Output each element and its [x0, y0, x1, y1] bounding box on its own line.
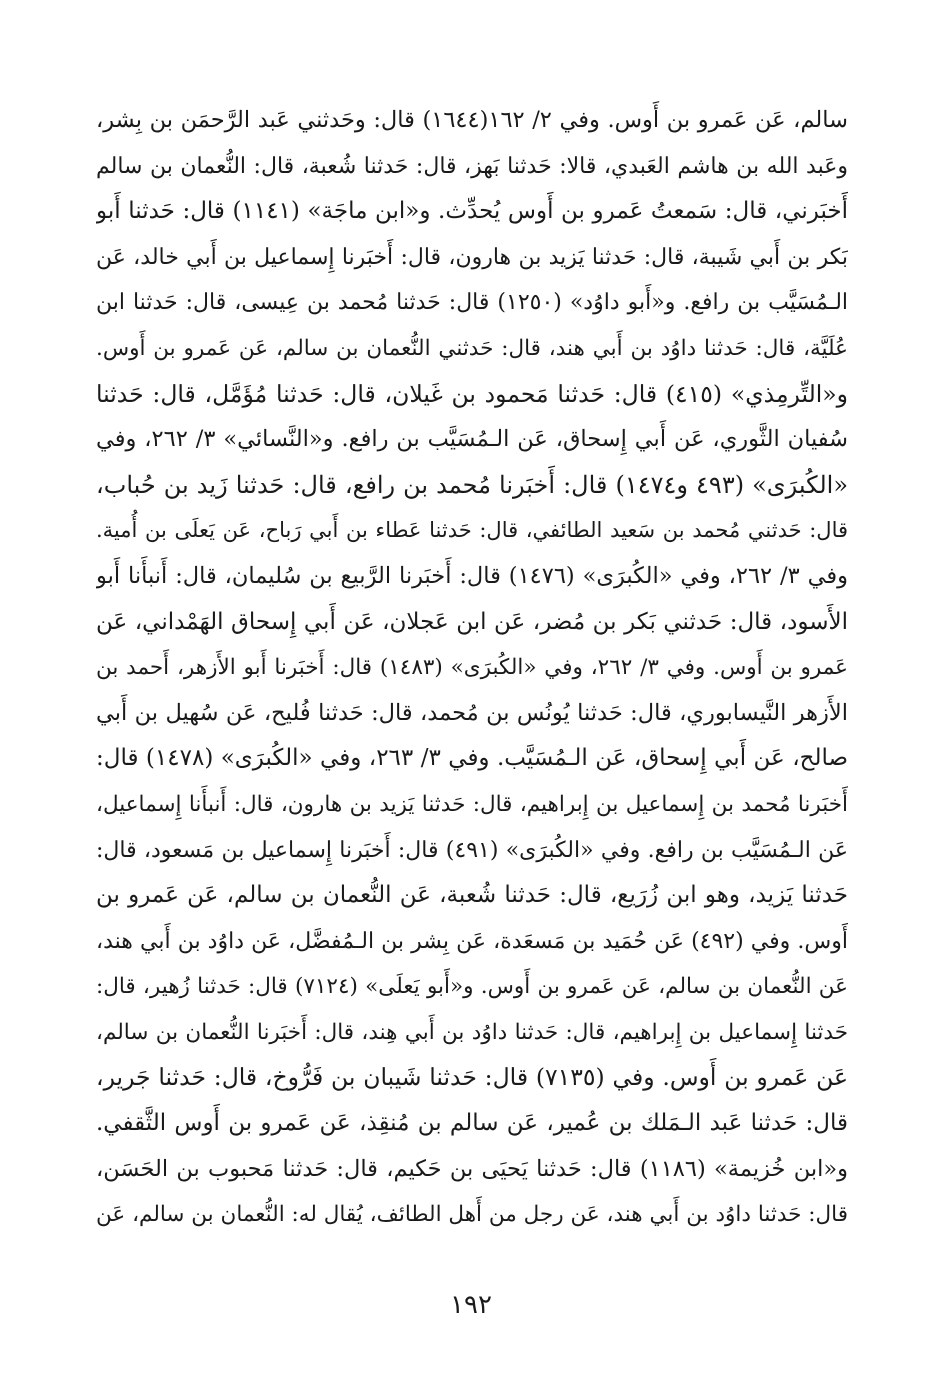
text-line-15: صالح، عَن أَبي إِسحاق، عَن الـمُسَيَّب. وفي ٣/ ٢٦٣، وفي «الكُبرَى» (١٤٧٨) قال: — [96, 745, 848, 772]
page-body — [96, 98, 848, 1278]
text-line-12: الأَسود، قال: حَدثني بَكر بن مُضر، عَن ابن عَجلان، عَن أَبي إِسحاق الهَمْداني، عَن — [96, 608, 848, 635]
text-line-2: وعَبد الله بن هاشم العَبدي، قالا: حَدثنا بَهز، قال: حَدثنا شُعبة، قال: النُّعمان بن سالم — [96, 153, 848, 179]
page-number: ١٩٢ — [450, 1290, 492, 1320]
text-line-25: قال: حَدثنا داوُد بن أَبي هند، عَن رجل من أَهل الطائف، يُقال له: النُّعمان بن سالم، عَن — [96, 1202, 848, 1228]
text-line-23: قال: حَدثنا عَبد الـمَلك بن عُمير، عَن سالم بن مُنقِذ، عَن عَمرو بن أَوس الثَّقفي. — [96, 1110, 848, 1137]
text-line-16: أَخبَرنا مُحمد بن إِسماعيل بن إِبراهيم، قال: حَدثنا يَزيد بن هارون، قال: أَنبأَنا إِسماعيل، — [96, 791, 848, 817]
text-line-14: الأَزهر النَّيسابوري، قال: حَدثنا يُونُس بن مُحمد، قال: حَدثنا فُليح، عَن سُهيل بن أَبي — [96, 699, 848, 726]
text-line-5: الـمُسَيَّب بن رافع. و«أَبو داوُد» (١٢٥٠) قال: حَدثنا مُحمد بن عِيسى، قال: حَدثنا ابن — [96, 290, 848, 316]
text-line-22: عَن عَمرو بن أَوس. وفي (٧١٣٥) قال: حَدثنا شَيبان بن فَرُّوخ، قال: حَدثنا جَرير، — [96, 1063, 848, 1092]
text-line-21: حَدثنا إِسماعيل بن إِبراهيم، قال: حَدثنا داوُد بن أَبي هِند، قال: أَخبَرنا النُّعمان بن سالم، — [96, 1019, 848, 1045]
text-line-13: عَمرو بن أَوس. وفي ٣/ ٢٦٢، وفي «الكُبرَى» (١٤٨٣) قال: أَخبَرنا أَبو الأَزهر، أَحمد بن — [96, 655, 848, 681]
text-line-18: حَدثنا يَزيد، وهو ابن زُرَيع، قال: حَدثنا شُعبة، عَن النُّعمان بن سالم، عَن عَمرو بن — [96, 882, 848, 909]
text-line-11: وفي ٣/ ٢٦٢، وفي «الكُبرَى» (١٤٧٦) قال: أَخبَرنا الرَّبيع بن سُليمان، قال: أَنبأَنا أَبو — [96, 562, 848, 589]
text-line-9: «الكُبرَى» (٤٩٣ و١٤٧٤) قال: أَخبَرنا مُحمد بن رافع، قال: حَدثنا زَيد بن حُباب، — [96, 470, 848, 499]
text-line-6: عُلَيَّة، قال: حَدثنا داوُد بن أَبي هند، قال: حَدثني النُّعمان بن سالم، عَن عَمرو بن أَوس. — [96, 335, 848, 361]
text-line-8: سُفيان الثَّوري، عَن أَبي إِسحاق، عَن الـمُسَيَّب بن رافع. و«النَّسائي» ٣/ ٢٦٢، وفي — [96, 426, 848, 453]
text-line-24: و«ابن خُزيمة» (١١٨٦) قال: حَدثنا يَحيَى بن حَكيم، قال: حَدثنا مَحبوب بن الحَسَن، — [96, 1155, 848, 1182]
text-line-7: و«التِّرمِذي» (٤١٥) قال: حَدثنا مَحمود بن غَيلان، قال: حَدثنا مُؤَمَّل، قال: حَدثنا — [96, 379, 848, 408]
text-block — [96, 98, 848, 1238]
text-line-17: عَن الـمُسَيَّب بن رافع. وفي «الكُبرَى» (٤٩١) قال: أَخبَرنا إِسماعيل بن مَسعود، قال: — [96, 837, 848, 863]
text-line-20: عَن النُّعمان بن سالم، عَن عَمرو بن أَوس. و«أَبو يَعلَى» (٧١٢٤) قال: حَدثنا زُهير، قال: — [96, 974, 848, 1000]
text-line-1: سالم، عَن عَمرو بن أَوس. وفي ٢/ ١٦٢(١٦٤٤) قال: وحَدثني عَبد الرَّحمَن بن بِشر، — [96, 107, 848, 133]
text-line-10: قال: حَدثني مُحمد بن سَعيد الطائفي، قال: حَدثنا عَطاء بن أَبي رَباح، عَن يَعلَى بن أُمية. — [96, 518, 848, 543]
text-line-4: بَكر بن أَبي شَيبة، قال: حَدثنا يَزيد بن هارون، قال: أَخبَرنا إِسماعيل بن أَبي خالد، عَن — [96, 244, 848, 270]
text-line-3: أَخبَرني، قال: سَمعتُ عَمرو بن أَوس يُحدِّث. و«ابن ماجَة» (١١٤١) قال: حَدثنا أَبو — [96, 198, 848, 225]
text-line-19: أَوس. وفي (٤٩٢) عَن حُمَيد بن مَسعَدة، عَن بِشر بن الـمُفضَّل، عَن داوُد بن أَبي هند، — [96, 928, 848, 954]
